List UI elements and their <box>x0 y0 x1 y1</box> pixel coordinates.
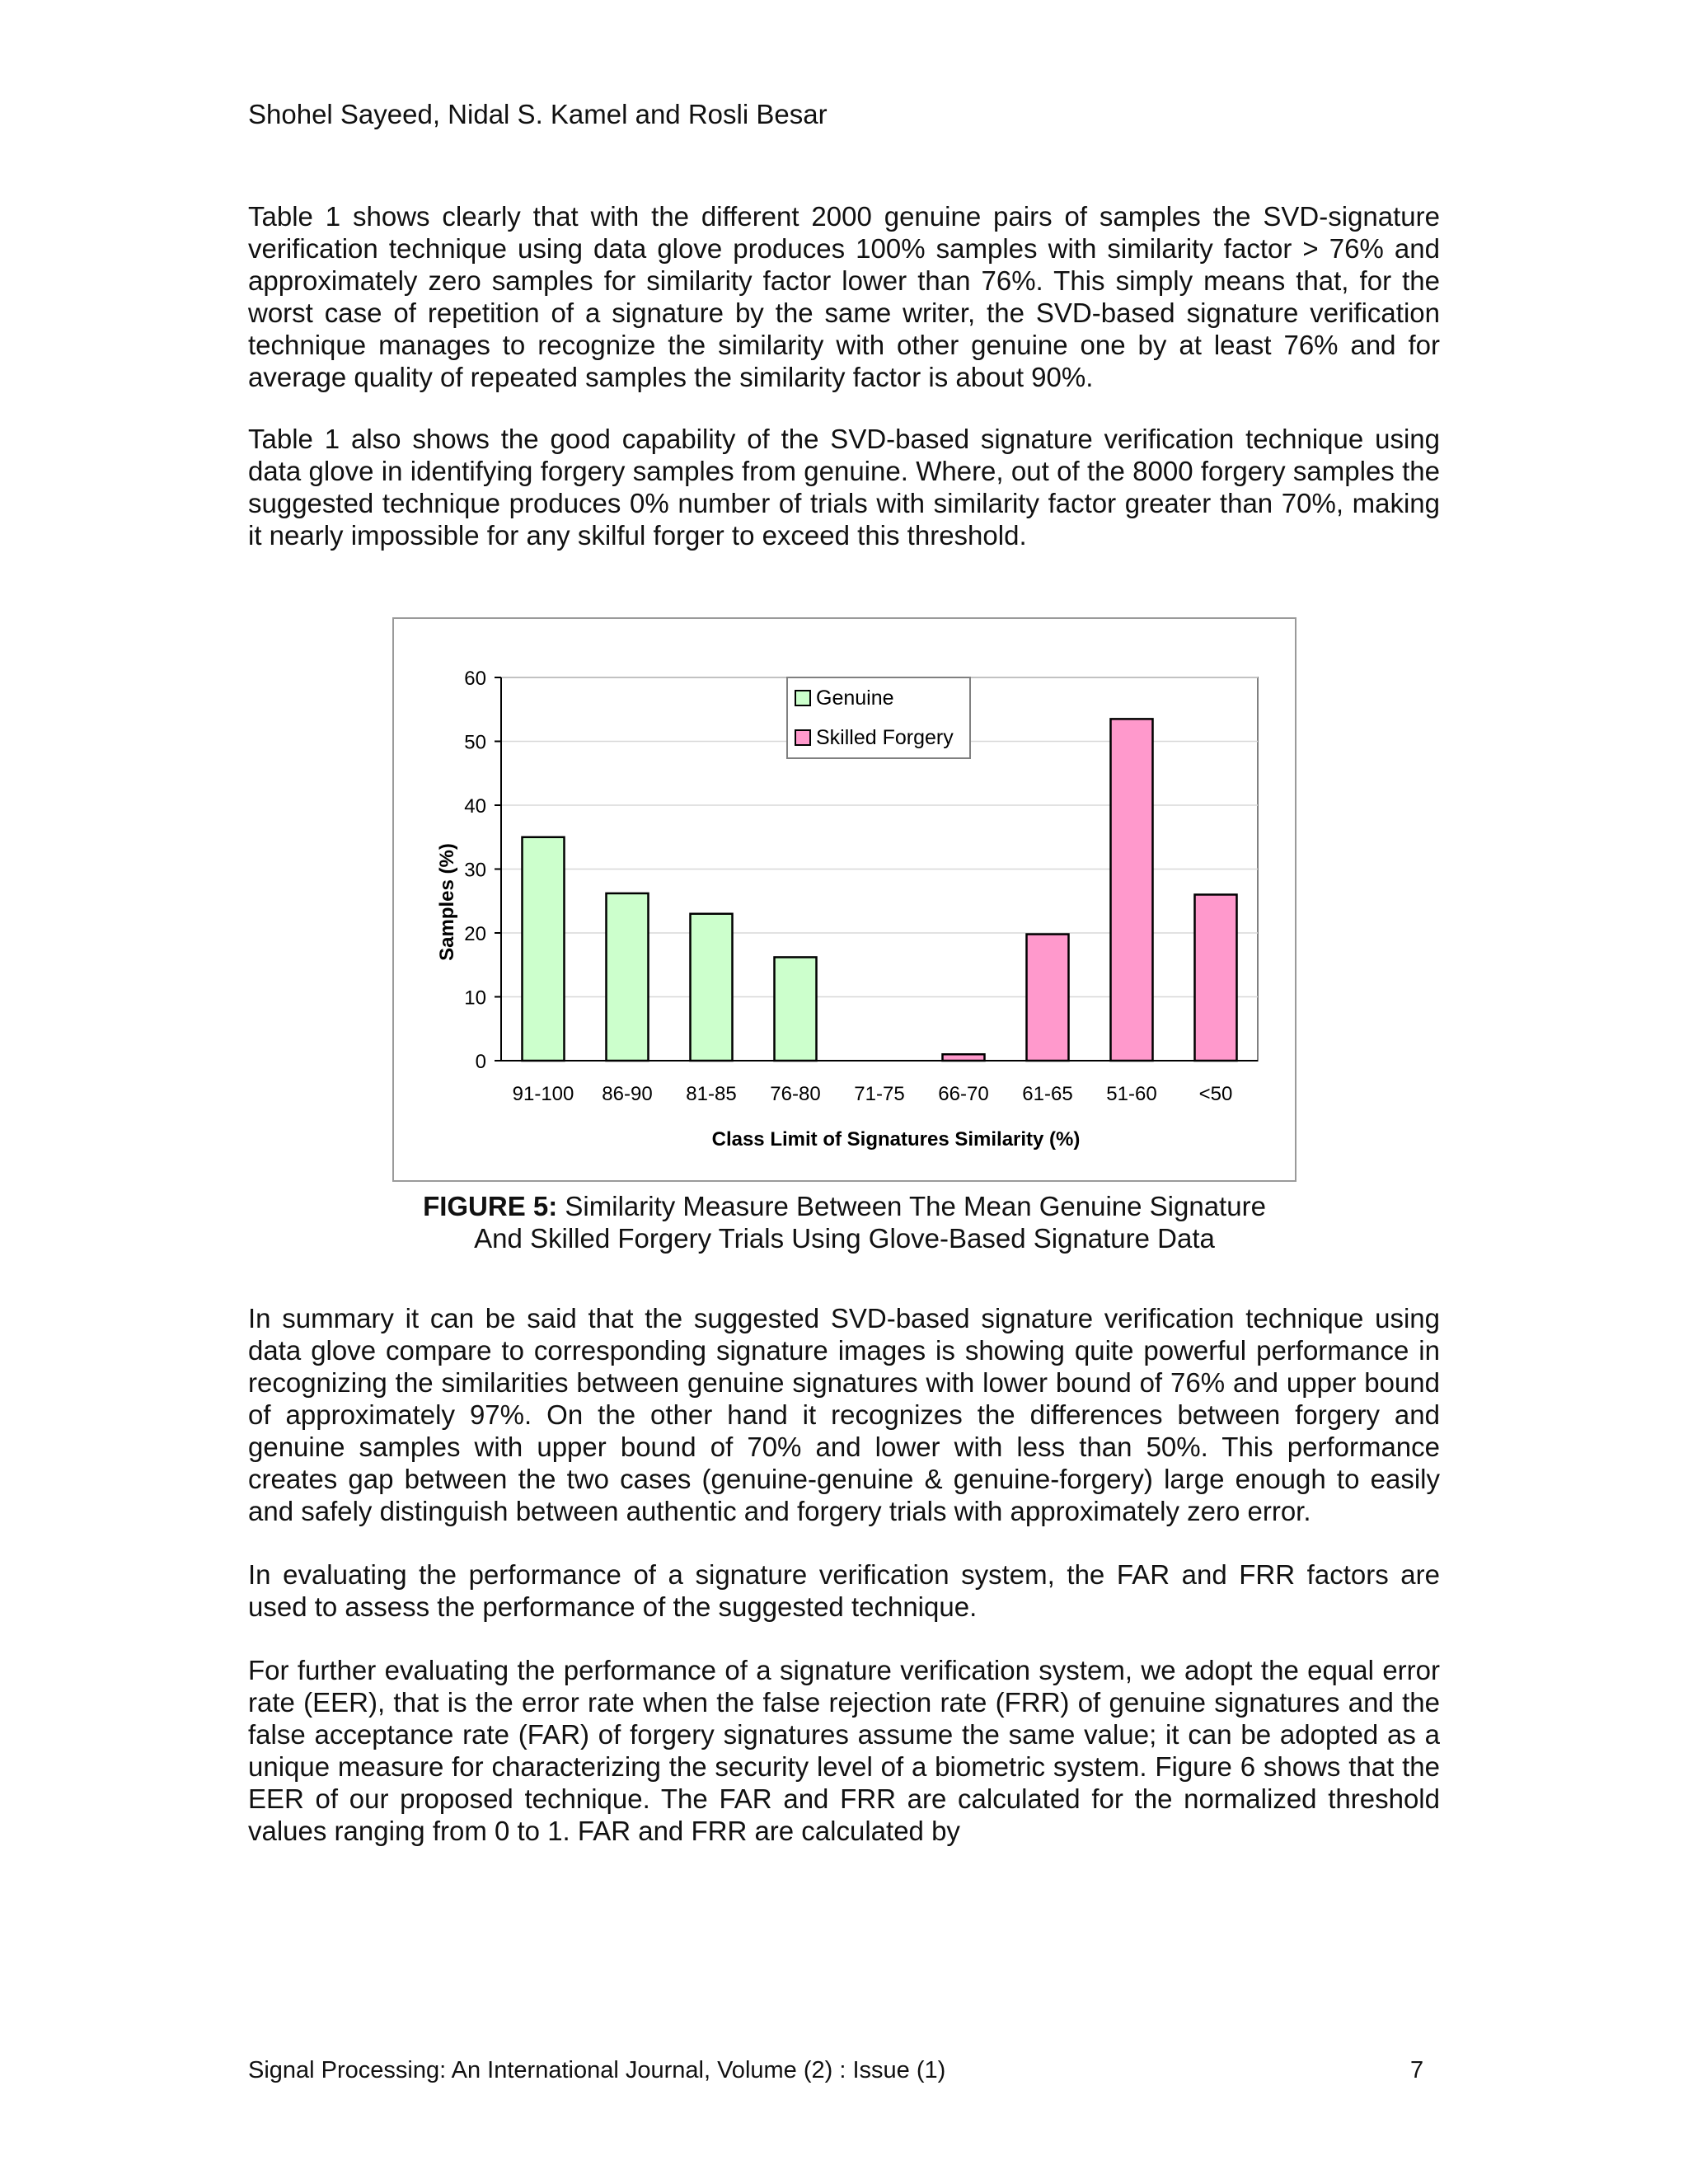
paragraph-2: Table 1 also shows the good capability of the SVD-based signature verification technique using data glove in identifying forgery samples from genuine. Where, out of the 8000 forgery samples the suggested technique produces 0% number of trials with similarity factor greater than 70%, making it nearly impossible for any skilful forger to exceed this threshold. <box>248 424 1440 551</box>
caption-line-1: Similarity Measure Between The Mean Genuine Signature <box>557 1191 1266 1221</box>
page-number: 7 <box>1410 2057 1424 2083</box>
bar-genuine <box>691 914 733 1061</box>
bar-skilled-forgery <box>943 1054 985 1061</box>
x-tick-label: 76-80 <box>770 1083 821 1105</box>
paragraph-5: For further evaluating the performance of a signature verification system, we adopt the equal error rate (EER), that is the error rate when the false rejection rate (FRR) of genuine signatures and the false acceptance rate (FAR) of forgery signatures assume the same value; it can be adopted as a unique measure for characterizing the security level of a biometric system. Figure 6 shows that the EER of our proposed technique. The FAR and FRR are calculated for the normalized threshold values ranging from 0 to 1. FAR and FRR are calculated by <box>248 1655 1440 1846</box>
running-header: Shohel Sayeed, Nidal S. Kamel and Rosli Besar <box>248 99 828 129</box>
x-tick-label: <50 <box>1198 1083 1233 1105</box>
paragraph-1: Table 1 shows clearly that with the different 2000 genuine pairs of samples the SVD-signature verification technique using data glove produces 100% samples with similarity factor > 76% and approximately zero samples for similarity factor lower than 76%. This simply means that, for the worst case of repetition of a signature by the same writer, the SVD-based signature verification technique manages to recognize the similarity with other genuine one by at least 76% and for average quality of repeated samples the similarity factor is about 90%. <box>248 201 1440 392</box>
bar-chart-svg <box>394 619 1295 1180</box>
y-axis-title: Samples (%) <box>436 843 458 961</box>
legend-label-skilled-forgery: Skilled Forgery <box>816 726 954 749</box>
y-tick-label: 40 <box>464 795 486 818</box>
x-tick-label: 81-85 <box>686 1083 737 1105</box>
x-axis-title: Class Limit of Signatures Similarity (%) <box>711 1128 1081 1151</box>
y-tick-label: 60 <box>464 668 486 690</box>
y-tick-label: 30 <box>464 859 486 882</box>
x-tick-label: 91-100 <box>512 1083 574 1105</box>
bar-genuine <box>775 957 817 1061</box>
legend-swatch-skilled-forgery <box>795 730 810 745</box>
bar-genuine <box>523 837 565 1061</box>
y-tick-label: 20 <box>464 923 486 945</box>
y-tick-label: 10 <box>464 987 486 1010</box>
y-tick-label: 50 <box>464 731 486 754</box>
figure-5-chart <box>392 617 1296 1182</box>
bar-skilled-forgery <box>1111 719 1153 1061</box>
bar-skilled-forgery <box>1195 895 1237 1062</box>
x-tick-label: 71-75 <box>854 1083 905 1105</box>
x-tick-label: 61-65 <box>1022 1083 1073 1105</box>
figure-label: FIGURE 5: <box>423 1191 558 1221</box>
x-tick-label: 51-60 <box>1106 1083 1157 1105</box>
footer-journal: Signal Processing: An International Journal, Volume (2) : Issue (1) <box>248 2057 946 2083</box>
x-tick-label: 86-90 <box>602 1083 653 1105</box>
caption-line-2: And Skilled Forgery Trials Using Glove-Based Signature Data <box>474 1223 1215 1254</box>
paragraph-3: In summary it can be said that the suggested SVD-based signature verification technique using data glove compare to corresponding signature images is showing quite powerful performance in recognizing the similarities between genuine signatures with lower bound of 76% and upper bound of approximately 97%. On the other hand it recognizes the differences between forgery and genuine samples with upper bound of 70% and lower with less than 50%. This performance creates gap between the two cases (genuine-genuine & genuine-forgery) large enough to easily and safely distinguish between authentic and forgery trials with approximately zero error. <box>248 1303 1440 1526</box>
x-tick-label: 66-70 <box>938 1083 989 1105</box>
bar-skilled-forgery <box>1027 935 1069 1061</box>
legend-swatch-genuine <box>795 691 810 705</box>
legend-label-genuine: Genuine <box>816 687 894 710</box>
paragraph-4: In evaluating the performance of a signature verification system, the FAR and FRR factors are used to assess the performance of the suggested technique. <box>248 1559 1440 1622</box>
bar-genuine <box>607 893 649 1061</box>
y-tick-label: 0 <box>475 1051 486 1073</box>
figure-caption <box>392 1190 1296 1254</box>
